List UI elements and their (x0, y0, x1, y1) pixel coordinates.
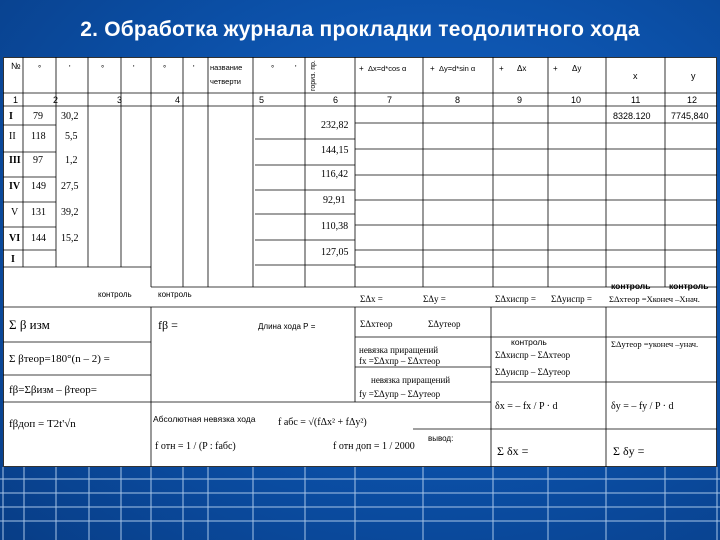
col-number-10: 10 (571, 95, 582, 105)
header-plus-1: + (359, 64, 364, 73)
header-dy-formula: Δy=d*sin α (439, 64, 476, 73)
formula-sum-delta-y: Σ δy = (613, 444, 645, 458)
formula-sum-dy: ΣΔy = (423, 294, 446, 304)
control-label-3: контроль (611, 281, 651, 291)
vyvod-label: вывод: (428, 434, 454, 443)
header-y: у (691, 71, 696, 81)
angle-deg-3: 97 (33, 155, 43, 166)
header-min-4: ' (295, 64, 297, 73)
header-min-1: ' (69, 64, 71, 73)
kontrol-label: контроль (511, 337, 547, 347)
header-plus-3: + (499, 64, 504, 73)
col-number-8: 8 (455, 95, 461, 105)
distance-5: 110,38 (321, 221, 349, 232)
col-number-7: 7 (387, 95, 393, 105)
header-dx: Δx (517, 64, 527, 73)
nevyazka-label-1: невязка приращений (359, 345, 439, 355)
perimeter-label: Длина хода Р = (258, 322, 316, 331)
formula-f-otn: f отн = 1 / (P : fабс) (155, 441, 236, 452)
header-quarter-name-1: название (210, 63, 243, 72)
header-deg-2: ° (101, 64, 105, 73)
station-2: II (9, 131, 16, 142)
distance-3: 116,42 (321, 169, 349, 180)
formula-sum-dy-teor: ΣΔyтеор (428, 319, 461, 329)
header-horizontal: гориз. пр. (310, 60, 317, 91)
col-number-6: 6 (333, 95, 339, 105)
formula-fy: fy =ΣΔyпр – ΣΔyтеор (359, 389, 441, 399)
angle-min-6: 15,2 (61, 233, 79, 244)
col-number-1: 1 (13, 95, 19, 105)
header-min-2: ' (133, 64, 135, 73)
slide-title: 2. Обработка журнала прокладки теодолитного хода (80, 18, 640, 41)
nevyazka-label-2: невязка приращений (371, 375, 451, 385)
header-deg-3: ° (163, 64, 167, 73)
station-rows (9, 111, 709, 265)
angle-deg-4: 149 (31, 181, 46, 192)
col-number-4: 4 (175, 95, 181, 105)
angle-deg-5: 131 (31, 207, 46, 218)
formula-sum-delta-x: Σ δx = (497, 444, 529, 458)
header-plus-2: + (430, 64, 435, 73)
distance-6: 127,05 (321, 247, 349, 258)
col-number-2: 2 (53, 95, 59, 105)
station-4: IV (9, 181, 21, 192)
coord-x-1: 8328.120 (613, 111, 651, 121)
control-dx: ΣΔxиспр – ΣΔxтеор (495, 350, 571, 360)
formula-sum-beta-izm: Σ β изм (9, 317, 50, 332)
header-deg-1: ° (38, 64, 42, 73)
formula-sum-dy-ispr: ΣΔyиспр = (551, 294, 592, 304)
formula-f-otn-dop: f отн доп = 1 / 2000 (333, 441, 415, 452)
formula-f-beta: fβ=Σβизм – βтеор= (9, 384, 97, 396)
col-number-3: 3 (117, 95, 123, 105)
header-x: x (633, 71, 638, 81)
formula-delta-x: δx = – fx / P · d (495, 401, 558, 412)
bottom-grid (0, 467, 720, 540)
journal-table (3, 57, 717, 467)
formula-sum-dx-ispr: ΣΔxиспр = (495, 294, 536, 304)
station-5: V (11, 207, 19, 218)
control-label-2: контроль (158, 290, 192, 299)
control-label-1: контроль (98, 290, 132, 299)
formula-delta-beta: fβ = (158, 318, 178, 332)
distance-1: 232,82 (321, 120, 349, 131)
station-6: VI (9, 233, 21, 244)
header-min-3: ' (193, 64, 195, 73)
angle-deg-2: 118 (31, 131, 46, 142)
formula-sum-dy-teor-2: ΣΔyтеор =уконеч –унач. (611, 339, 699, 349)
angle-min-2: 5,5 (65, 131, 78, 142)
control-dy: ΣΔyиспр – ΣΔyтеор (495, 367, 571, 377)
angle-min-3: 1,2 (65, 155, 78, 166)
angle-deg-6: 144 (31, 233, 46, 244)
header-quarter-name-2: четверти (210, 77, 241, 86)
formula-sum-dx: ΣΔx = (360, 294, 383, 304)
formula-fx: fx =ΣΔxпр – ΣΔxтеор (359, 356, 441, 366)
header-dx-formula: Δx=d*cos α (368, 64, 407, 73)
station-3: III (9, 155, 21, 166)
table-lines (3, 57, 717, 467)
col-number-5: 5 (259, 95, 265, 105)
distance-2: 144,15 (321, 145, 349, 156)
col-number-11: 11 (631, 95, 641, 105)
station-1: I (9, 111, 13, 122)
angle-min-5: 39,2 (61, 207, 79, 218)
angle-deg-1: 79 (33, 111, 43, 122)
formula-sum-dx-teor-2: ΣΔxтеор =Xконеч –Xнач. (609, 294, 700, 304)
distance-4: 92,91 (323, 195, 346, 206)
header-number: № (11, 61, 21, 71)
angle-min-1: 30,2 (61, 111, 79, 122)
station-7: I (11, 254, 15, 265)
coord-y-1: 7745,840 (671, 111, 709, 121)
header-plus-4: + (553, 64, 558, 73)
traverse-journal-sheet (3, 57, 717, 467)
col-number-9: 9 (517, 95, 523, 105)
formula-sum-dx-teor: ΣΔxтеор (360, 319, 393, 329)
formula-sum-beta-teor: Σ βтеор=180°(n – 2) = (9, 353, 110, 365)
col-number-12: 12 (687, 95, 698, 105)
angle-min-4: 27,5 (61, 181, 79, 192)
header-deg-4: ° (271, 64, 275, 73)
formula-f-beta-dop: fβдоп = Т2t'√n (9, 418, 76, 430)
formula-f-abs: f абс = √(fΔx² + fΔy²) (278, 417, 367, 428)
control-label-4: контроль (669, 281, 709, 291)
formula-delta-y: δy = – fy / P · d (611, 401, 674, 412)
header-dy: Δy (572, 64, 582, 73)
abs-nevyazka-label: Абсолютная невязка хода (153, 414, 256, 424)
